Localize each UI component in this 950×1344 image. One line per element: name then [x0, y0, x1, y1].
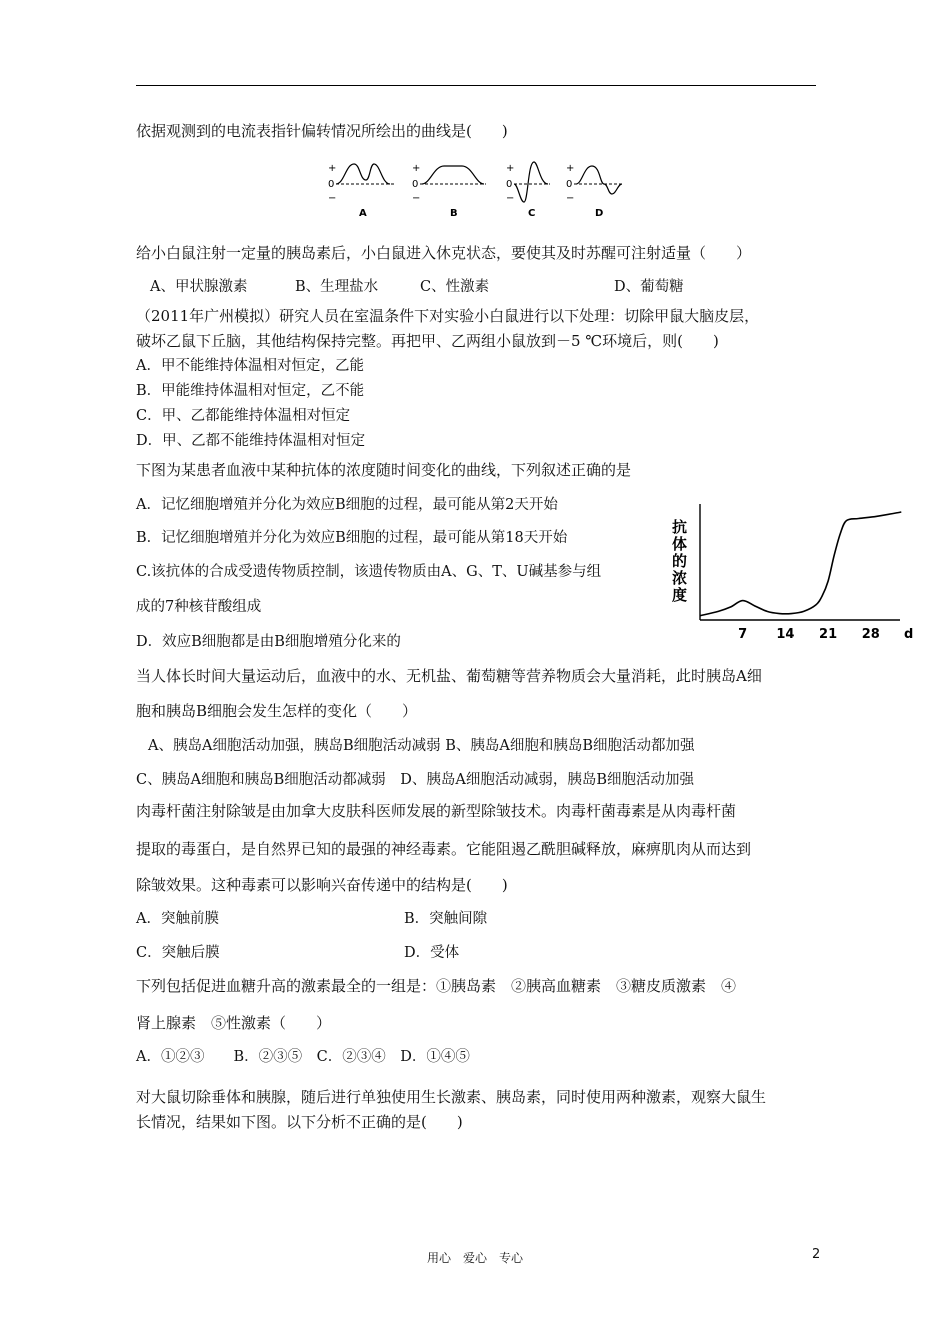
svg-text:+: +: [328, 163, 337, 174]
q6-option-b: B．突触间隙: [404, 911, 488, 927]
waveform-b: [412, 163, 486, 219]
q3-option-b: B．甲能维持体温相对恒定，乙不能: [136, 383, 365, 399]
waveform-figure: [318, 158, 638, 222]
chart-y-label-char: 度: [672, 586, 688, 604]
q4-option-c-line-2: 成的7种核苷酸组成: [136, 599, 262, 615]
svg-text:−: −: [412, 193, 421, 204]
svg-text:C: C: [528, 208, 536, 219]
waveform-d: [566, 163, 624, 219]
chart-y-label-char: 浓: [672, 569, 688, 587]
q7-options: A．①②③ B．②③⑤ C．②③④ D．①④⑤: [136, 1049, 470, 1065]
svg-text:+: +: [566, 163, 575, 174]
svg-text:0: 0: [566, 179, 573, 190]
question-4-stem: 下图为某患者血液中某种抗体的浓度随时间变化的曲线，下列叙述正确的是: [136, 461, 632, 479]
q4-option-b: B．记忆细胞增殖并分化为效应B细胞的过程，最可能从第18天开始: [136, 530, 568, 546]
chart-y-label-char: 抗: [672, 518, 688, 536]
svg-text:−: −: [328, 193, 337, 204]
svg-text:+: +: [412, 163, 421, 174]
q2-option-c: C、性激素: [420, 279, 490, 295]
question-3-stem-line-2: 破坏乙鼠下丘脑，其他结构保持完整。再把甲、乙两组小鼠放到－5 ℃环境后，则( ): [136, 332, 719, 350]
chart-y-axis-label: [672, 518, 687, 604]
q2-option-b: B、生理盐水: [295, 279, 379, 295]
q6-option-d: D．受体: [404, 945, 460, 961]
q4-option-a: A．记忆细胞增殖并分化为效应B细胞的过程，最可能从第2天开始: [136, 497, 558, 513]
svg-text:−: −: [566, 193, 575, 204]
chart-y-label-char: 的: [672, 552, 688, 570]
svg-text:−: −: [506, 193, 515, 204]
question-6-stem-line-2: 提取的毒蛋白，是自然界已知的最强的神经毒素。它能阻遏乙酰胆碱释放，麻痹肌肉从而达到: [136, 840, 752, 858]
q2-option-d: D、葡萄糖: [614, 279, 684, 295]
question-3-stem-line-1: （2011年广州模拟）研究人员在室温条件下对实验小白鼠进行以下处理：切除甲鼠大脑皮层，: [136, 307, 760, 325]
q3-option-d: D．甲、乙都不能维持体温相对恒定: [136, 433, 366, 449]
q4-option-d: D．效应B细胞都是由B细胞增殖分化来的: [136, 634, 401, 650]
chart-x-tick-label: 28: [861, 627, 880, 642]
chart-y-label-char: 体: [672, 535, 688, 553]
svg-text:D: D: [595, 208, 604, 219]
header-rule: [136, 85, 816, 86]
chart-x-tick-label: 7: [738, 627, 748, 642]
q3-option-c: C．甲、乙都能维持体温相对恒定: [136, 408, 351, 424]
chart-x-axis-label: d: [904, 627, 914, 642]
question-7-stem-line-1: 下列包括促进血糖升高的激素最全的一组是：①胰岛素 ②胰高血糖素 ③糖皮质激素 ④: [136, 977, 737, 995]
q5-options-line-1: A、胰岛A细胞活动加强，胰岛B细胞活动减弱 B、胰岛A细胞和胰岛B细胞活动都加强: [148, 738, 695, 754]
q5-options-line-2: C、胰岛A细胞和胰岛B细胞活动都减弱 D、胰岛A细胞活动减弱，胰岛B细胞活动加强: [136, 772, 694, 788]
page-footer: 用心 爱心 专心: [426, 1251, 523, 1265]
q3-option-a: A．甲不能维持体温相对恒定，乙能: [136, 358, 364, 374]
page-number: 2: [812, 1247, 821, 1262]
chart-x-tick-label: 14: [776, 627, 795, 642]
chart-series-line: [700, 512, 901, 616]
svg-text:0: 0: [412, 179, 419, 190]
svg-text:B: B: [450, 208, 458, 219]
svg-text:+: +: [506, 163, 515, 174]
question-6-stem-line-1: 肉毒杆菌注射除皱是由加拿大皮肤科医师发展的新型除皱技术。肉毒杆菌毒素是从肉毒杆菌: [136, 802, 737, 820]
chart-x-tick-label: 21: [819, 627, 838, 642]
waveform-c: [506, 162, 550, 219]
svg-text:A: A: [359, 208, 367, 219]
q2-option-a: A、甲状腺激素: [150, 279, 248, 295]
waveform-a: [328, 163, 396, 219]
q4-option-c-line-1: C.该抗体的合成受遗传物质控制，该遗传物质由A、G、T、U碱基参与组: [136, 564, 602, 580]
question-5-stem-line-2: 胞和胰岛B细胞会发生怎样的变化（ ）: [136, 702, 418, 720]
question-8-stem-line-2: 长情况，结果如下图。以下分析不正确的是( ): [136, 1113, 463, 1131]
q6-option-a: A．突触前膜: [136, 911, 219, 927]
question-5-stem-line-1: 当人体长时间大量运动后，血液中的水、无机盐、葡萄糖等营养物质会大量消耗，此时胰岛A细: [136, 667, 762, 685]
question-1-stem: 依据观测到的电流表指针偏转情况所绘出的曲线是( ): [136, 122, 508, 140]
svg-text:0: 0: [328, 179, 335, 190]
svg-text:0: 0: [506, 179, 513, 190]
q6-option-c: C．突触后膜: [136, 945, 220, 961]
question-6-stem-line-3: 除皱效果。这种毒素可以影响兴奋传递中的结构是( ): [136, 876, 508, 894]
question-2-stem: 给小白鼠注射一定量的胰岛素后，小白鼠进入休克状态，要使其及时苏醒可注射适量（ ）: [136, 244, 752, 262]
question-7-stem-line-2: 肾上腺素 ⑤性激素（ ）: [136, 1014, 332, 1032]
antibody-concentration-chart: [660, 492, 922, 642]
question-8-stem-line-1: 对大鼠切除垂体和胰腺，随后进行单独使用生长激素、胰岛素，同时使用两种激素，观察大鼠生: [136, 1088, 767, 1106]
